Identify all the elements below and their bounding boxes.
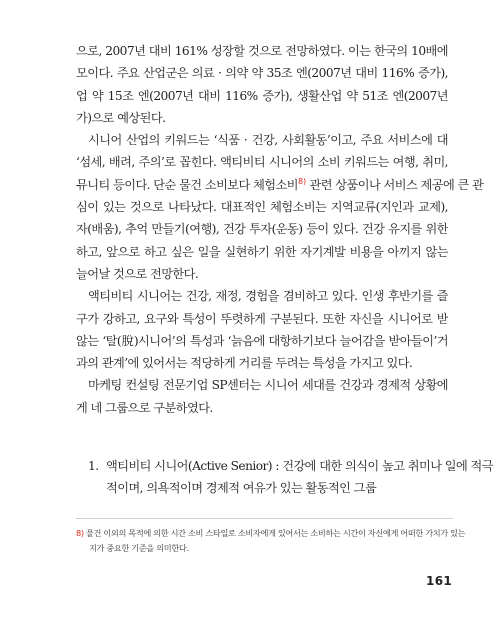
text-line: 자(배움), 추억 만들기(여행), 건강 투자(운동) 등이 있다. 건강 유지를 위한 <box>76 222 448 237</box>
body-text <box>76 40 484 419</box>
text-segment: 뮤니티 등이다. 단순 물건 소비보다 체험소비 <box>76 177 298 192</box>
text-line-with-footnote-ref <box>76 174 484 196</box>
text-line: ‘섬세, 배려, 주의’로 꼽힌다. 액티비티 시니어의 소비 키워드는 여행, 취미, <box>76 155 448 170</box>
text-line: 게 네 그룹으로 구분하였다. <box>76 400 213 415</box>
list-item-text: 적이며, 의욕적이며 경제적 여유가 있는 활동적인 그룹 <box>106 481 377 495</box>
text-segment: 관련 상품이나 서비스 제공에 큰 관 <box>306 177 484 192</box>
list-item-number: 1. <box>88 459 99 473</box>
text-line: 모이다. 주요 산업군은 의료 · 의약 약 35조 엔(2007년 대비 116% 증가), <box>76 66 448 81</box>
text-line: 않는 ‘탈(脫)시니어’의 특성과 ‘늙음에 대항하기보다 늘어감을 받아들이’거 <box>76 333 448 348</box>
list-item-text: 액티비티 시니어(Active Senior) : 건강에 대한 의식이 높고 취미나 일에 적극 <box>106 459 493 473</box>
footnote-text: 물건 이외의 목적에 의한 시간 소비 스타일로 소비자에게 있어서는 소비하는 시간이 자신에게 어떠한 가치가 있는 <box>85 528 466 538</box>
page-number: 161 <box>426 574 452 588</box>
text-line: 액티비티 시니어는 건강, 재정, 경험을 겸비하고 있다. 인생 후반기를 즐 <box>88 289 448 304</box>
footnote-reference: 8) <box>297 176 307 186</box>
footnote <box>76 526 466 556</box>
text-line: 시니어 산업의 키워드는 ‘식품 · 건강, 사회활동’이고, 주요 서비스에 대 <box>88 133 448 148</box>
footnote-number: 8) <box>76 528 84 538</box>
text-line: 업 약 15조 엔(2007년 대비 116% 증가), 생활산업 약 51조 엔(2007년 <box>76 88 448 103</box>
text-line: 마케팅 컨설팅 전문기업 SP센터는 시니어 세대를 건강과 경제적 상황에 <box>88 378 448 393</box>
text-line: 가)으로 예상된다. <box>76 110 166 125</box>
senior-group-list <box>76 455 493 499</box>
footnote-line <box>76 526 466 541</box>
text-line: 과의 관계’에 있어서는 적당하게 거리를 두려는 특성을 가지고 있다. <box>76 356 413 371</box>
footnote-line: 지가 중요한 기준을 의미한다. <box>89 543 189 553</box>
text-line: 심이 있는 것으로 나타났다. 대표적인 체험소비는 지역교류(지인과 교제), <box>76 200 448 215</box>
text-line: 구가 강하고, 요구와 특성이 뚜렷하게 구분된다. 또한 자신을 시니어로 받 <box>76 311 448 326</box>
list-item <box>76 455 493 499</box>
text-line: 하고, 앞으로 하고 싶은 일을 실현하기 위한 자기계발 비용을 아끼지 않는 <box>76 244 448 259</box>
text-line: 늘어날 것으로 전망한다. <box>76 266 199 281</box>
text-line: 으로, 2007년 대비 161% 성장할 것으로 전망하였다. 이는 한국의 10배에 <box>76 44 448 58</box>
footnote-divider <box>76 518 453 519</box>
